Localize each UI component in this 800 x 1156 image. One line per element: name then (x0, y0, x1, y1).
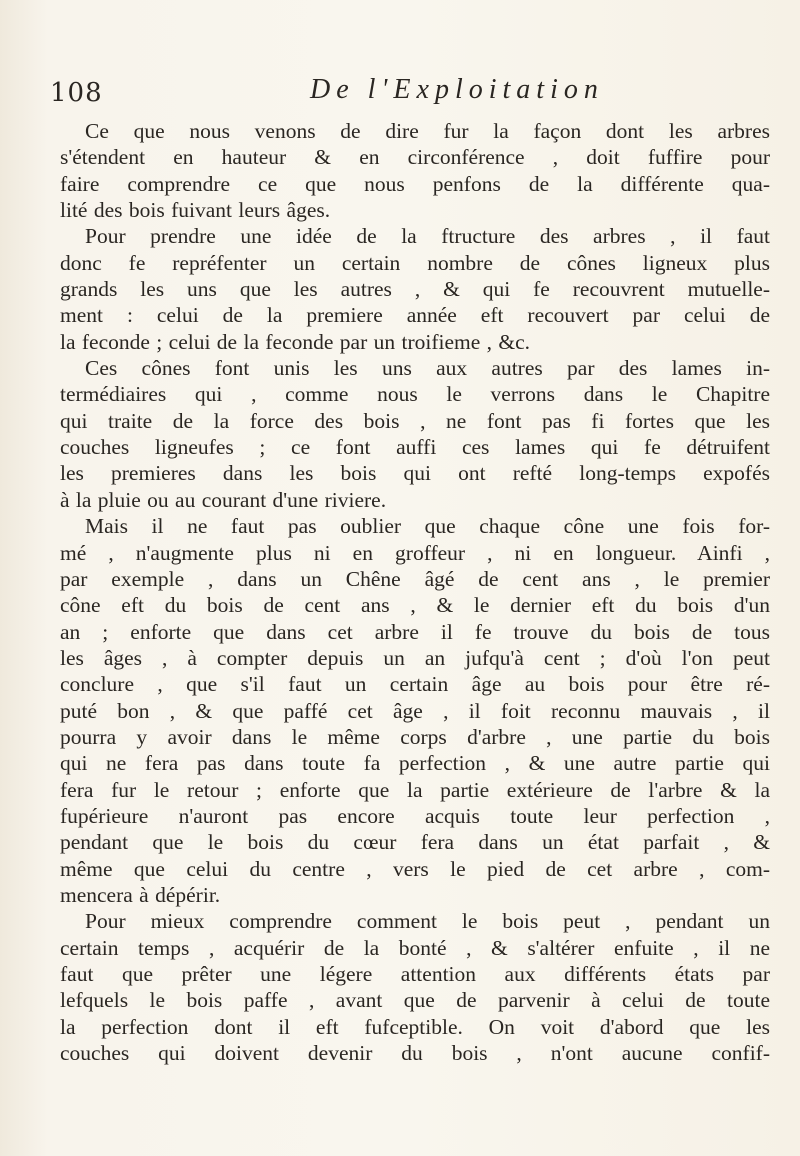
text-line: cône eft du bois de cent ans , & le dernier eft du bois d'un (60, 593, 770, 618)
text-line: la feconde ; celui de la feconde par un troifieme , &c. (60, 329, 531, 354)
text-line: les âges , à compter depuis un an jufqu'à cent ; d'où l'on peut (60, 645, 770, 670)
text-line: Pour prendre une idée de la ftructure des arbres , il faut (85, 224, 770, 249)
text-line: à la pluie ou au courant d'une riviere. (60, 487, 387, 512)
text-line: puté bon , & que paffé cet âge , il foit reconnu mauvais , il (60, 698, 770, 723)
text-line: termédiaires qui , comme nous le verrons dans le Chapitre (60, 382, 770, 407)
text-line: donc fe repréfenter un certain nombre de cônes ligneux plus (60, 250, 770, 275)
page-header (0, 70, 800, 110)
running-title: De l'Exploitation (310, 74, 604, 105)
text-line: certain temps , acquérir de la bonté , & s'altérer enfuite , il ne (60, 935, 770, 960)
text-line: la perfection dont il eft fufceptible. On voit d'abord que les (60, 1014, 770, 1039)
text-line: couches qui doivent devenir du bois , n'ont aucune confif- (60, 1041, 770, 1066)
text-line: lité des bois fuivant leurs âges. (60, 198, 331, 223)
text-line: an ; enforte que dans cet arbre il fe trouve du bois de tous (60, 619, 770, 644)
text-line: Pour mieux comprendre comment le bois peut , pendant un (85, 909, 770, 934)
text-line: Ces cônes font unis les uns aux autres par des lames in- (85, 356, 770, 381)
body-text (60, 118, 770, 1066)
text-line: mé , n'augmente plus ni en groffeur , ni en longueur. Ainfi , (60, 540, 770, 565)
text-line: conclure , que s'il faut un certain âge au bois pour être ré- (60, 672, 770, 697)
text-line: s'étendent en hauteur & en circonférence , doit fuffire pour (60, 145, 770, 170)
text-line: faire comprendre ce que nous penfons de la différente qua- (60, 171, 770, 196)
text-line: Ce que nous venons de dire fur la façon dont les arbres (85, 119, 770, 143)
text-line: qui traite de la force des bois , ne font pas fi fortes que les (60, 408, 770, 433)
text-line: mencera à dépérir. (60, 882, 221, 907)
text-line: même que celui du centre , vers le pied de cet arbre , com- (60, 856, 770, 881)
text-line: qui ne fera pas dans toute fa perfection , & une autre partie qui (60, 751, 770, 776)
text-line: faut que prêter une légere attention aux différents états par (60, 962, 770, 986)
text-line: pourra y avoir dans le même corps d'arbre , une partie du bois (60, 724, 770, 749)
text-line: fera fur le retour ; enforte que la partie extérieure de l'arbre & la (60, 777, 770, 802)
text-line: fupérieure n'auront pas encore acquis toute leur perfection , (60, 803, 770, 828)
text-line: Mais il ne faut pas oublier que chaque cône une fois for- (85, 514, 770, 539)
text-line: pendant que le bois du cœur fera dans un état parfait , & (60, 830, 770, 855)
page-number: 108 (50, 78, 103, 108)
text-line: lefquels le bois paffe , avant que de parvenir à celui de toute (60, 988, 770, 1013)
text-line: ment : celui de la premiere année eft recouvert par celui de (60, 303, 770, 328)
text-line: grands les uns que les autres , & qui fe recouvrent mutuelle- (60, 277, 770, 302)
text-line: les premieres dans les bois qui ont refté long-temps expofés (60, 461, 770, 486)
text-line: par exemple , dans un Chêne âgé de cent ans , le premier (60, 566, 770, 591)
text-line: couches ligneufes ; ce font auffi ces lames qui fe détruifent (60, 435, 770, 460)
